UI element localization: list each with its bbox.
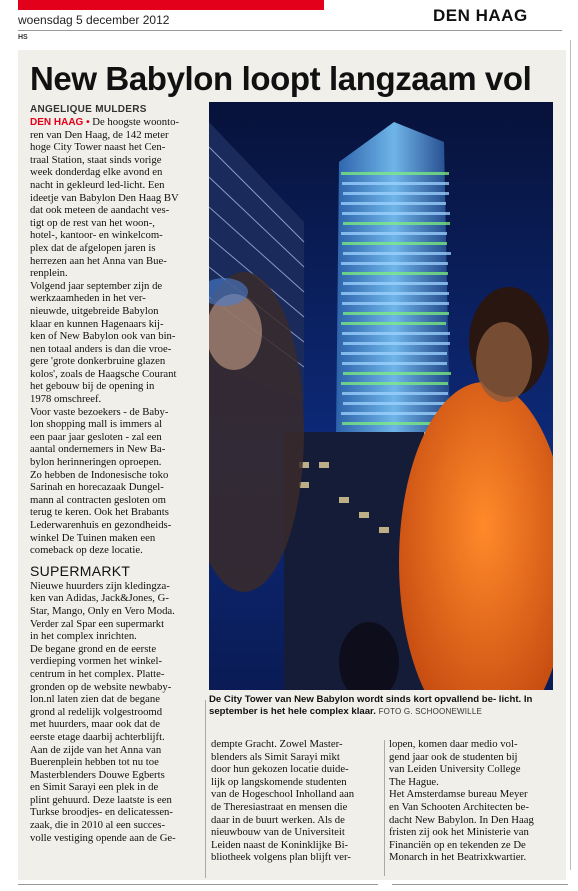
text-line: de Theresiastraat en mensen die (211, 800, 348, 813)
text-line: fristen zij ook het Ministerie van (389, 826, 529, 839)
paragraph-8 (389, 788, 559, 864)
text-line: Monarch in het Beatrixkwartier. (389, 851, 527, 864)
paragraph-4 (30, 580, 200, 643)
text-line: nacht in gekleurd led-licht. Een (30, 178, 165, 191)
article-column-2 (211, 738, 381, 864)
text-line: verdieping vormen het winkel- (30, 655, 163, 668)
photo-credit: FOTO G. SCHOONEWILLE (378, 707, 482, 716)
paragraph-2 (30, 280, 200, 406)
column-rule-1 (205, 700, 206, 878)
article-column-3 (389, 738, 559, 864)
page-code: HS (18, 34, 28, 41)
masthead-red-bar (18, 0, 324, 10)
text-line: Het Amsterdamse bureau Meyer (389, 788, 528, 801)
text-line: lijk op langskomende studenten (211, 775, 347, 788)
column-rule-2 (384, 740, 385, 876)
text-line: week donderdag elke avond en (30, 166, 163, 179)
text-line: Turkse broodjes- en delicatessen- (30, 806, 173, 819)
text-line: herrezen aan het Anna van Bue- (30, 254, 167, 267)
dateline: DEN HAAG • (30, 117, 90, 128)
text-line: mann al contracten gesloten om (30, 493, 166, 506)
city-tower-photo (209, 102, 553, 690)
text-line: Verder zal Spar een supermarkt (30, 617, 165, 630)
text-line: Voor vaste bezoekers - de Baby- (30, 405, 169, 418)
text-line: ken of New Babylon ook van bin- (30, 330, 176, 343)
text-line: kolos', zoals de Haagsche Courant (30, 367, 177, 380)
text-line: met huurders, maar ook dat de (30, 718, 160, 731)
text-line: werkzaamheden in het ver- (30, 292, 146, 305)
text-line: lon.nl laten zien dat de begane (30, 693, 160, 706)
text-line: ideetje van Babylon Den Haag BV (30, 191, 179, 204)
section-title: DEN HAAG (433, 6, 528, 25)
text-line: De begane grond en de eerste (30, 642, 157, 655)
text-line: daar in de buurt werken. Als de (211, 813, 345, 826)
caption-text: De City Tower van New Babylon wordt sinds kort opvallend be- licht. In september is het hele complex klaar. (209, 694, 533, 717)
paragraph-6 (211, 738, 381, 864)
header-divider (18, 30, 562, 31)
text-line: volle vestiging opende aan de Ge- (30, 831, 176, 844)
text-line: comeback op deze locatie. (30, 544, 143, 557)
text-line: dacht New Babylon. In Den Haag (389, 813, 534, 826)
text-line: Zo hebben de Indonesische toko (30, 468, 169, 481)
paragraph-7 (389, 738, 559, 788)
text-line: door hun gekozen locatie duide- (211, 763, 349, 776)
text-line: Sarinah en horecazaak Dungel- (30, 481, 164, 494)
text-line: Nieuwe huurders zijn kledingza- (30, 579, 170, 592)
text-line: gend jaar ook de studenten bij (389, 750, 518, 763)
text-line: in het complex inrichten. (30, 630, 137, 643)
text-line: hotel-, kantoor- en winkelcom- (30, 229, 163, 242)
text-line: winkel De Tuinen maken een (30, 531, 156, 544)
text-line: tigt op de rest van het woon-, (30, 216, 155, 229)
city-tower-night-photo (209, 102, 553, 690)
text-line: Aan de zijde van het Anna van (30, 743, 162, 756)
text-line: dempte Gracht. Zowel Master- (211, 738, 343, 750)
text-line: terug te keren. Ook het Brabants (30, 506, 169, 519)
article-headline: New Babylon loopt langzaam vol (30, 60, 532, 97)
text-line: gere 'grote donkerbruine glazen (30, 355, 166, 368)
text-line: Volgend jaar september zijn de (30, 279, 163, 292)
footer-rule-left (18, 884, 378, 885)
text-line: bylon herinneringen oproepen. (30, 456, 162, 469)
text-line: De hoogste woonto- (92, 116, 179, 128)
text-line: gronden op de website newbaby- (30, 680, 172, 693)
text-line: The Hague. (389, 775, 439, 788)
text-line: zaak, die in 2010 al een succes- (30, 819, 166, 832)
text-line: dat ook meteen de aandacht ves- (30, 204, 170, 217)
text-line: Lederwarenhuis en gezondheids- (30, 519, 172, 531)
paragraph-3 (30, 406, 200, 557)
text-line: hoge City Tower naast het Cen- (30, 141, 166, 154)
text-line: eerste etage daarbij achterblijft. (30, 730, 165, 743)
text-line: Financiën op en tekenden ze De (389, 838, 526, 851)
text-line: grond al redelijk volgestroomd (30, 705, 163, 718)
text-line: bliotheek volgens plan blijft ver- (211, 851, 351, 864)
text-line: lon shopping mall is immers al (30, 418, 163, 431)
text-line: en Van Schooten Architecten be- (389, 800, 529, 813)
text-line: van Leiden University College (389, 763, 521, 776)
text-line: nieuwde, uitgebreide Babylon (30, 304, 159, 317)
text-line: van de Hogeschool Inholland aan (211, 788, 355, 801)
text-line: nieuwbouw van de Universiteit (211, 826, 345, 839)
text-line: plex dat de afgelopen jaren is (30, 241, 156, 254)
text-line: klaar en kunnen Hagenaars kij- (30, 317, 164, 330)
right-column-rule (570, 40, 571, 870)
text-line: Star, Mango, Only en Vero Moda. (30, 604, 175, 617)
issue-date: woensdag 5 december 2012 (18, 13, 170, 27)
paragraph-5 (30, 643, 200, 845)
text-line: ken van Adidas, Jack&Jones, G- (30, 592, 169, 605)
text-line: ren van Den Haag, de 142 meter (30, 128, 169, 141)
text-line: 1978 omschreef. (30, 393, 102, 406)
text-line: renplein. (30, 267, 68, 280)
footer-rule-right (392, 884, 568, 885)
article-column-1 (30, 116, 200, 844)
paragraph-1 (30, 116, 200, 280)
text-line: centrum in het complex. Platte- (30, 667, 165, 680)
text-line: plint gehuurd. Deze laatste is een (30, 793, 172, 806)
text-line: nen totaal anders is dan die vroe- (30, 342, 172, 355)
text-line: aantal ondernemers in New Ba- (30, 443, 166, 456)
text-line: traal Station, staat sinds vorige (30, 153, 162, 166)
subhead-supermarkt: SUPERMARKT (30, 562, 131, 579)
text-line: Buerenplein hebben tot nu toe (30, 756, 159, 769)
text-line: en Simit Sarayi een plek in de (30, 781, 159, 794)
article-byline: ANGELIQUE MULDERS (30, 104, 147, 115)
text-line: Masterblenders Douwe Egberts (30, 768, 165, 781)
text-line: lopen, komen daar medio vol- (389, 738, 518, 750)
text-line: blenders als Simit Sarayi mikt (211, 750, 340, 763)
text-line: een paar jaar gesloten - zal een (30, 430, 162, 443)
photo-caption (209, 694, 555, 718)
text-line: Leiden naast de Koninklijke Bi- (211, 838, 349, 851)
text-line: het gebouw bij de opening in (30, 380, 155, 393)
